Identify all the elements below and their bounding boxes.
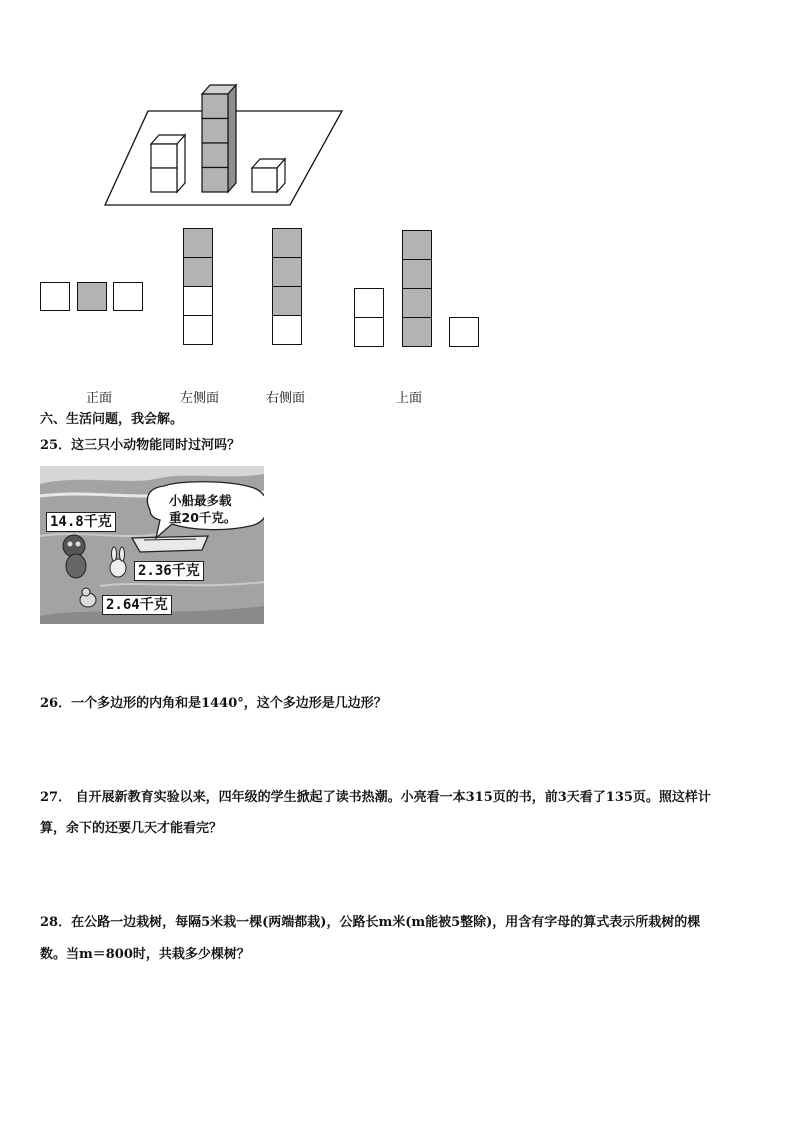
cube-stack-left (151, 135, 185, 192)
speech-line-1: 小船最多载 (169, 493, 232, 508)
monkey-animal (63, 535, 85, 557)
label-right-side: 右侧面 (266, 391, 306, 406)
river-illustration (40, 466, 264, 624)
weight-label-bird: 2.64千克 (102, 595, 172, 615)
label-front: 正面 (86, 391, 113, 406)
rabbit-animal (110, 559, 126, 577)
question-27-line-1: 27． 自开展新教育实验以来，四年级的学生掀起了读书热潮。小亮看一本315页的书，前3天看了135页。照这样计 (40, 790, 711, 805)
weight-label-rabbit: 2.36千克 (134, 561, 204, 581)
question-28-line-1: 28．在公路一边栽树，每隔5米栽一棵(两端都栽)，公路长m米(m能被5整除)，用含有字母的算式表示所栽树的棵 (40, 915, 701, 930)
label-top: 上面 (396, 391, 423, 406)
label-left-side: 左侧面 (180, 391, 220, 406)
cube-stack-tall (202, 85, 236, 192)
question-28-line-2: 数。当m＝800时，共栽多少棵树？ (40, 947, 250, 962)
boat (132, 536, 208, 552)
question-27-line-2: 算，余下的还要几天才能看完？ (40, 821, 223, 836)
cube-figure (100, 82, 350, 210)
weight-label-monkey: 14.8千克 (46, 512, 116, 532)
section-title: 六、生活问题，我会解。 (40, 412, 184, 427)
question-25: 25．这三只小动物能同时过河吗？ (40, 438, 241, 453)
cube-single (252, 159, 285, 192)
speech-line-2: 重20千克。 (169, 510, 237, 525)
question-26: 26．一个多边形的内角和是1440°，这个多边形是几边形？ (40, 696, 387, 711)
